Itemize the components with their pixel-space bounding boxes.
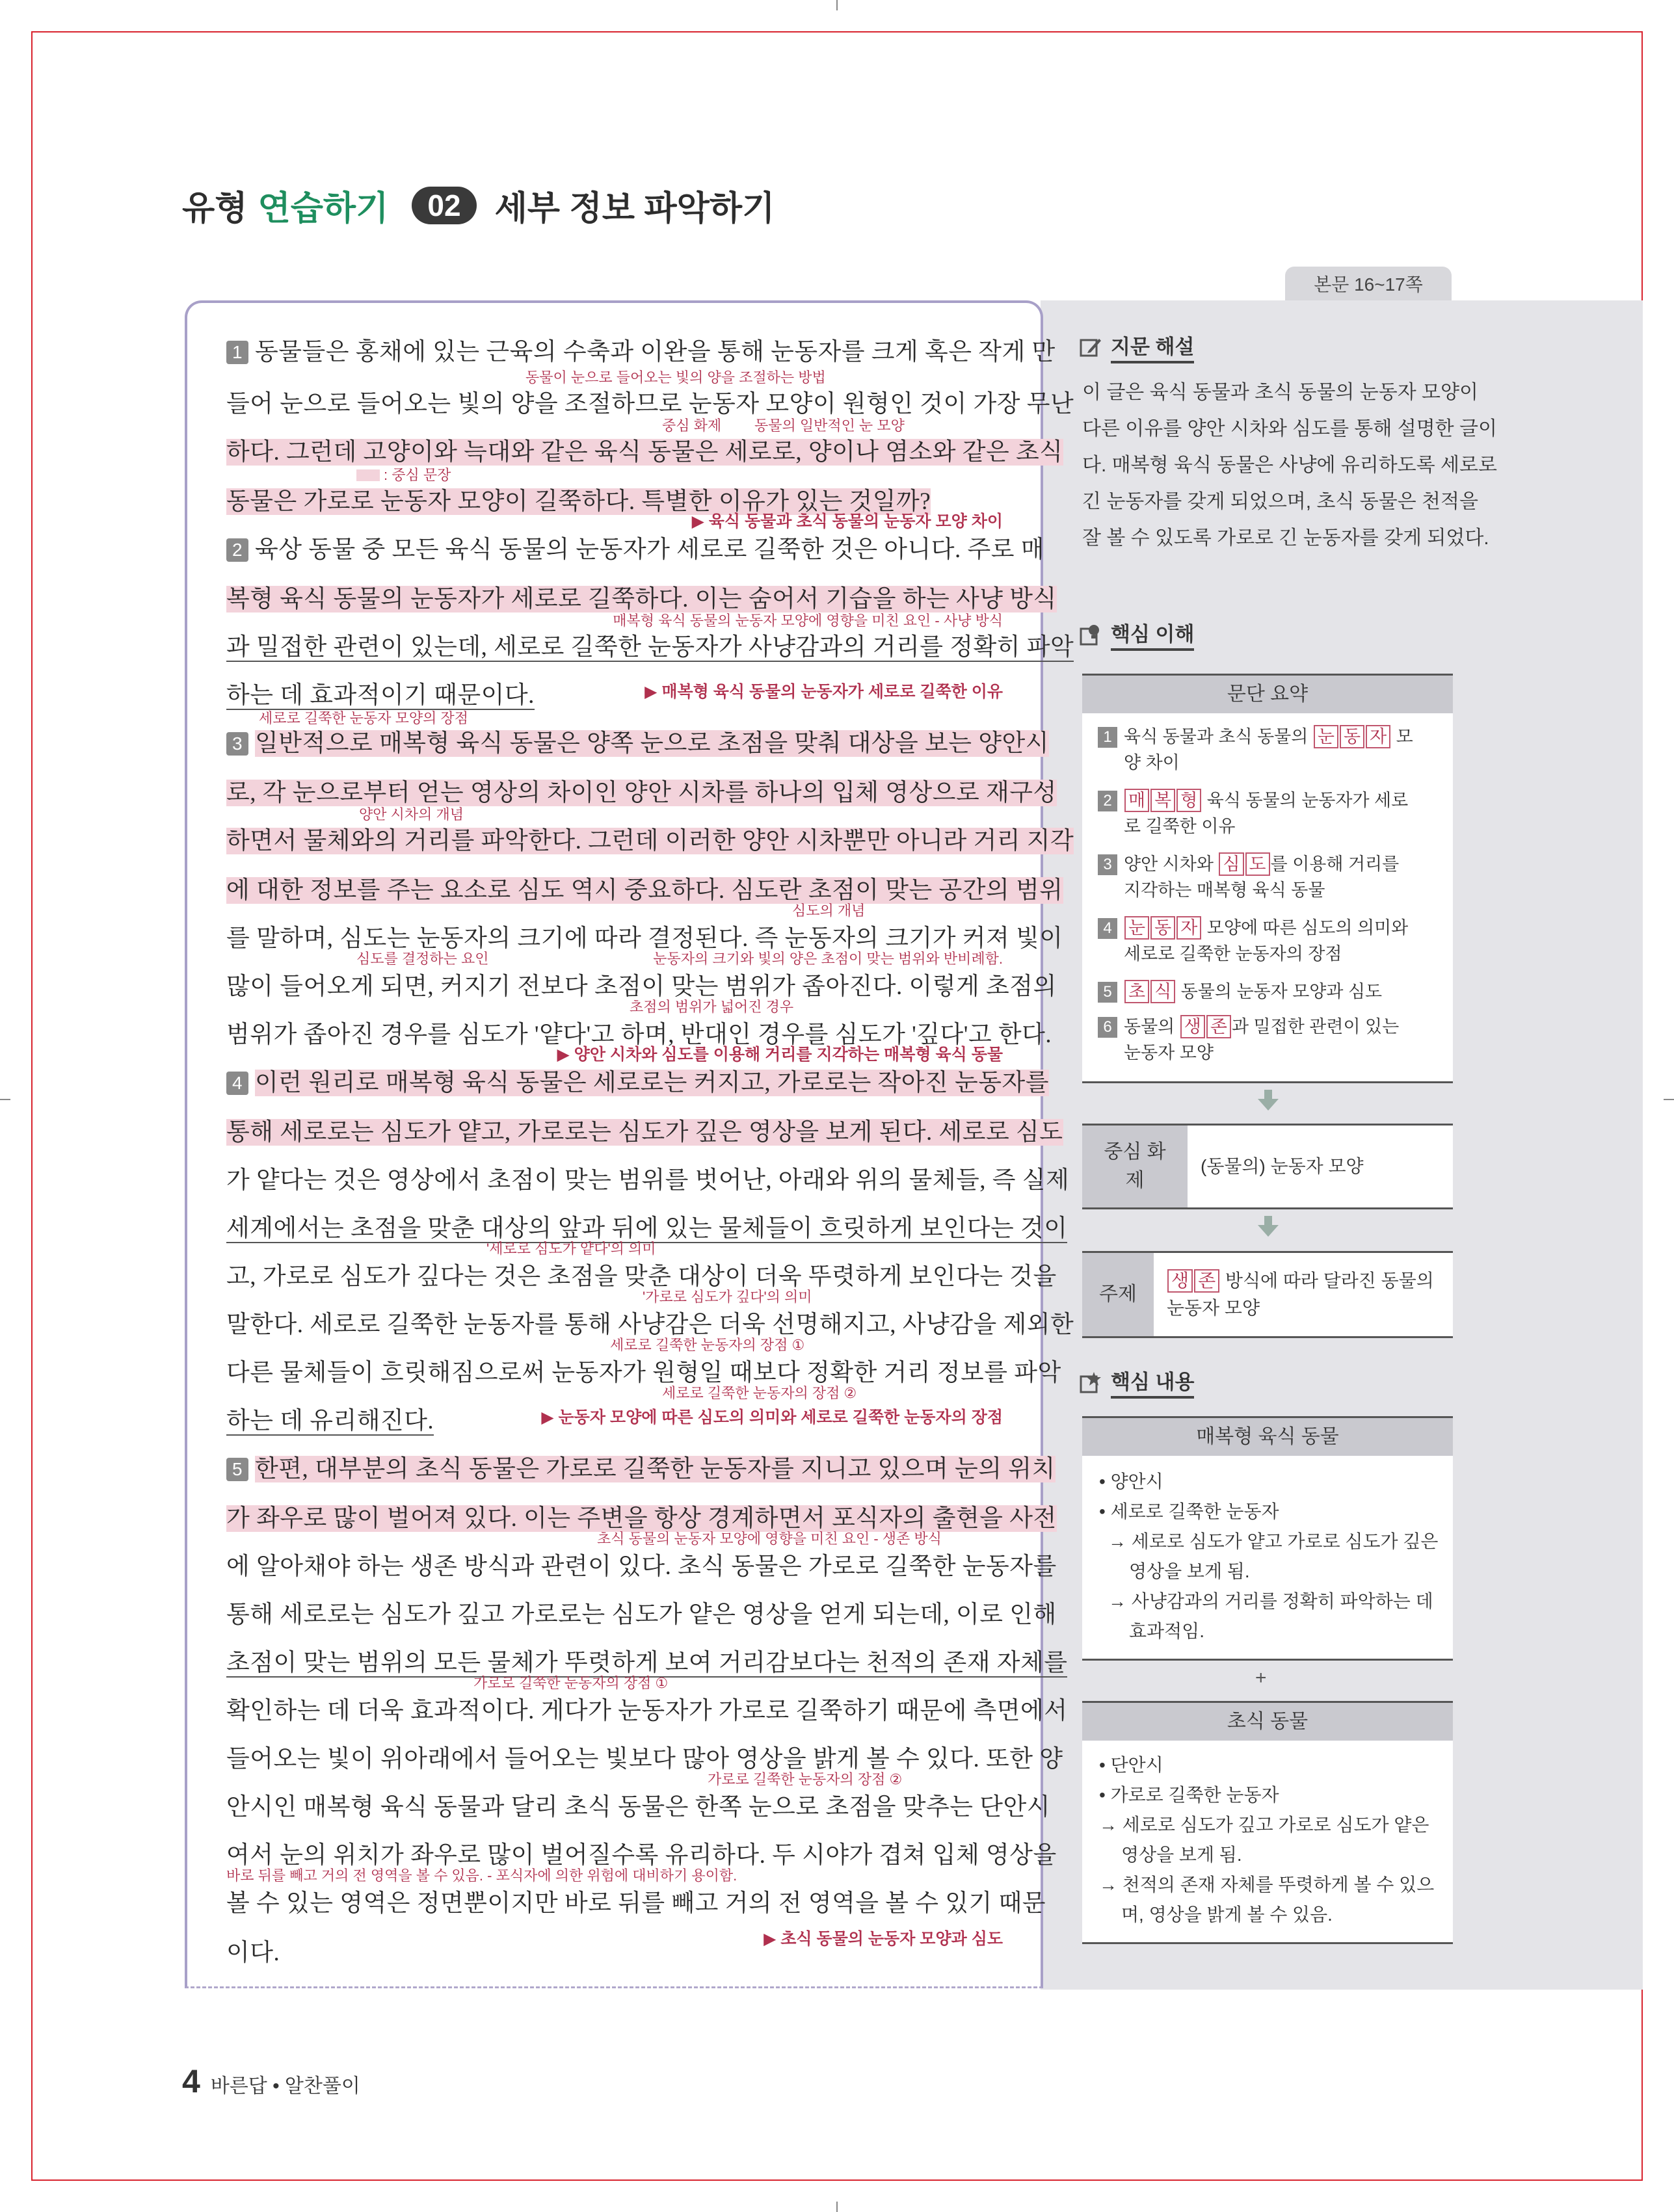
herbivore-list: • 단안시 • 가로로 길쭉한 눈동자 → 세로로 심도가 깊고 가로로 심도가 얕은 영상을 보게 됨. → 천적의 존재 자체를 뚜렷하게 볼 수 있으 며, 영상을 밝게 볼 수 있음. <box>1099 1755 1435 1925</box>
annotation: 세로로 길쭉한 눈동자의 장점 ② <box>662 1385 857 1401</box>
passage-line: 고, 가로로 심도가 깊다는 것은 초점을 맞춘 대상이 더욱 뚜렷하게 보인다는 것을 <box>226 1263 1057 1290</box>
paragraph-summary: ▶ 육식 동물과 초식 동물의 눈동자 모양 차이 <box>691 512 1003 531</box>
annotation: 매복형 육식 동물의 눈동자 모양에 영향을 미친 요인 - 사냥 방식 <box>613 612 1003 629</box>
crop-mark <box>0 1099 10 1100</box>
passage-line: 범위가 좁아진 경우를 심도가 '얕다'고 하며, 반대인 경우를 심도가 '깊다'고 한다. <box>226 1021 1052 1048</box>
header-type: 유형 <box>182 190 248 228</box>
passage-line: 5 한편, 대부분의 초식 동물은 가로로 길쭉한 눈동자를 지니고 있으며 눈의 위치 <box>226 1449 1007 1484</box>
passage-line: 하는 데 유리해진다. <box>226 1408 434 1434</box>
annotation: 세로로 길쭉한 눈동자 모양의 장점 <box>259 710 468 726</box>
passage-line: 세계에서는 초점을 맞춘 대상의 앞과 뒤에 있는 물체들이 흐릿하게 보인다는 것이 <box>226 1215 1068 1242</box>
passage-line: 여서 눈의 위치가 좌우로 많이 벌어질수록 유리하다. 두 시야가 겹쳐 입체 영상을 <box>226 1842 1057 1869</box>
annotation: '세로로 심도가 얕다'의 의미 <box>486 1241 656 1257</box>
passage-line: 초점이 맞는 범위의 모든 물체가 뚜렷하게 보여 거리감보다는 천적의 존재 자체를 <box>226 1650 1068 1676</box>
annotation: 심도를 결정하는 요인 <box>356 951 489 967</box>
paragraph-summary: ▶ 매복형 육식 동물의 눈동자가 세로로 길쭉한 이유 <box>644 683 1003 701</box>
passage-line: 통해 세로로는 심도가 얕고, 가로로는 심도가 깊은 영상을 보게 된다. 세로로 심도 <box>226 1119 1063 1146</box>
passage-line: 복형 육식 동물의 눈동자가 세로로 길쭉하다. 이는 숨어서 기습을 하는 사냥 방식 <box>226 586 1057 612</box>
summary-item: 3 양안 시차와 심 도 를 이용해 거리를 지각하는 매복형 육식 동물 <box>1098 851 1442 903</box>
passage-line: 에 알아채야 하는 생존 방식과 관련이 있다. 초식 동물은 가로로 길쭉한 눈동자를 <box>226 1553 1057 1580</box>
passage-line: 하면서 물체와의 거리를 파악한다. 그런데 이러한 양안 시차뿐만 아니라 거리 지각 <box>226 828 1074 854</box>
plus-sign: + <box>1255 1667 1267 1689</box>
paragraph-summary-box <box>1082 674 1453 1083</box>
passage-line: 2 육상 동물 중 모든 육식 동물의 눈동자가 세로로 길쭉한 것은 아니다. 주로 매 <box>226 529 1007 564</box>
paragraph-number: 3 <box>226 732 248 756</box>
lightbulb-icon <box>1080 624 1102 646</box>
commentary-text: 이 글은 육식 동물과 초식 동물의 눈동자 모양이 다른 이유를 양안 시차와 심도를 통해 설명한 글이다. 매복형 육식 동물은 사냥에 유리하도록 세로로 긴 눈동자를 갖게 되었으며, 초식 동물은 천적을 잘 볼 수 있도록 가로로 긴 눈동자를 갖게 되었다. <box>1082 382 1497 549</box>
down-arrow-icon <box>1264 1090 1272 1099</box>
core-content-title: 핵심 내용 <box>1080 1365 1194 1399</box>
annotation-legend: : 중심 문장 <box>356 464 451 484</box>
passage-line: 볼 수 있는 영역은 정면뿐이지만 바로 뒤를 빼고 거의 전 영역을 볼 수 있기 때문 <box>226 1890 1046 1917</box>
passage-line: 확인하는 데 더욱 효과적이다. 게다가 눈동자가 가로로 길쭉하기 때문에 측면에서 <box>226 1698 1068 1724</box>
header-practice: 연습하기 <box>258 190 389 228</box>
passage-line: 말한다. 세로로 길쭉한 눈동자를 통해 사냥감은 더욱 선명해지고, 사냥감을 제외한 <box>226 1311 1074 1338</box>
passage-line: 1 동물들은 홍채에 있는 근육의 수축과 이완을 통해 눈동자를 크게 혹은 작게 만 <box>226 332 1007 367</box>
passage-line: 하는 데 효과적이기 때문이다. <box>226 682 535 709</box>
core-understanding-title: 핵심 이해 <box>1080 618 1194 651</box>
summary-item: 1 육식 동물과 초식 동물의 눈 동 자 모 양 차이 <box>1098 724 1442 776</box>
annotation: 동물이 눈으로 들어오는 빛의 양을 조절하는 방법 <box>525 369 826 386</box>
annotation: 심도의 개념 <box>792 902 866 919</box>
passage-line: 들어오는 빛이 위아래에서 들어오는 빛보다 많아 영상을 밝게 볼 수 있다. 또한 양 <box>226 1746 1063 1772</box>
header-title: 세부 정보 파악하기 <box>494 190 775 228</box>
theme-label: 주제 <box>1082 1253 1154 1336</box>
ambush-carnivore-head: 매복형 육식 동물 <box>1082 1418 1453 1456</box>
passage-line: 가 좌우로 많이 벌어져 있다. 이는 주변을 항상 경계하면서 포식자의 출현을 사전 <box>226 1505 1057 1532</box>
theme-box <box>1082 1251 1453 1338</box>
annotation: 초식 동물의 눈동자 모양에 영향을 미친 요인 - 생존 방식 <box>597 1531 942 1547</box>
crop-mark <box>1664 1099 1674 1100</box>
page-number: 4 <box>182 2063 200 2100</box>
star-icon <box>1080 1371 1102 1393</box>
annotation: 가로로 길쭉한 눈동자의 장점 ② <box>708 1771 903 1787</box>
passage-line: 안시인 매복형 육식 동물과 달리 초식 동물은 한쪽 눈으로 초점을 맞추는 단안시 <box>226 1794 1050 1821</box>
paragraph-number: 2 <box>226 538 248 562</box>
passage-line: 3 일반적으로 매복형 육식 동물은 양쪽 눈으로 초점을 맞춰 대상을 보는 양안시 <box>226 723 1007 758</box>
annotation: 눈동자의 크기와 빛의 양은 초점이 맞는 범위와 반비례함. <box>653 951 1003 967</box>
passage-line: 하다. 그런데 고양이와 늑대와 같은 육식 동물은 세로로, 양이나 염소와 같은 초식 <box>226 439 1063 466</box>
summary-item: 6 동물의 생 존 과 밀접한 관련이 있는 눈동자 모양 <box>1098 1014 1442 1066</box>
passage-line: 이다. <box>226 1940 280 1966</box>
passage-line: 다른 물체들이 흐릿해짐으로써 눈동자가 원형일 때보다 정확한 거리 정보를 파악 <box>226 1360 1061 1386</box>
header-number-badge: 02 <box>412 187 476 224</box>
page-footer <box>182 2062 360 2100</box>
central-topic-box <box>1082 1124 1453 1209</box>
passage-line: 에 대한 정보를 주는 요소로 심도 역시 중요하다. 심도란 초점이 맞는 공간의 범위 <box>226 877 1063 904</box>
paragraph-summary: ▶ 초식 동물의 눈동자 모양과 심도 <box>764 1930 1003 1948</box>
passage-line: 많이 들어오게 되면, 커지기 전보다 초점이 맞는 범위가 좁아진다. 이렇게 초점의 <box>226 973 1057 1000</box>
annotation: 바로 뒤를 빼고 거의 전 영역을 볼 수 있음. - 포식자에 의한 위험에 대비하기 용이함. <box>226 1867 737 1884</box>
annotation: 중심 화제 <box>662 417 722 434</box>
down-arrow-icon <box>1258 1099 1279 1111</box>
paragraph-number: 1 <box>226 341 248 364</box>
passage-line: 과 밀접한 관련이 있는데, 세로로 길쭉한 눈동자가 사냥감과의 거리를 정확히 파악 <box>226 634 1074 661</box>
summary-item: 4 눈 동 자 모양에 따른 심도의 의미와 세로로 길쭉한 눈동자의 장점 <box>1098 915 1442 967</box>
down-arrow-icon <box>1264 1216 1272 1225</box>
paragraph-number: 4 <box>226 1072 248 1095</box>
paragraph-summary: ▶ 양안 시차와 심도를 이용해 거리를 지각하는 매복형 육식 동물 <box>557 1046 1003 1064</box>
section-header <box>182 181 775 230</box>
annotation: 가로로 길쭉한 눈동자의 장점 ① <box>473 1675 669 1691</box>
theme-value: 생 존 방식에 따라 달라진 동물의 눈동자 모양 <box>1167 1271 1434 1318</box>
passage-line: 통해 세로로는 심도가 깊고 가로로는 심도가 얕은 영상을 얻게 되는데, 이로 인해 <box>226 1601 1057 1628</box>
passage-line: 4 이런 원리로 매복형 육식 동물은 세로로는 커지고, 가로로는 작아진 눈동자를 <box>226 1062 1007 1098</box>
passage-line: 를 말하며, 심도는 눈동자의 크기에 따라 결정된다. 즉 눈동자의 크기가 커져 빛이 <box>226 925 1063 952</box>
pencil-note-icon <box>1080 336 1102 358</box>
paragraph-summary: ▶ 눈동자 모양에 따른 심도의 의미와 세로로 길쭉한 눈동자의 장점 <box>541 1408 1003 1427</box>
paragraph-number: 5 <box>226 1458 248 1481</box>
annotation: 동물의 일반적인 눈 모양 <box>754 417 905 434</box>
summary-item: 5 초 식 동물의 눈동자 모양과 심도 <box>1098 979 1442 1005</box>
book-title: 바른답 • 알찬풀이 <box>210 2075 360 2097</box>
central-topic-label: 중심 화제 <box>1082 1126 1188 1207</box>
herbivore-head: 초식 동물 <box>1082 1703 1453 1741</box>
reading-passage <box>185 300 1074 1988</box>
passage-line: 들어 눈으로 들어오는 빛의 양을 조절하므로 눈동자 모양이 원형인 것이 가장 무난 <box>226 391 1074 417</box>
crop-mark <box>836 2202 838 2212</box>
crop-mark <box>836 0 838 10</box>
passage-line: 가 얕다는 것은 영상에서 초점이 맞는 범위를 벗어난, 아래와 위의 물체들, 즉 실제 <box>226 1167 1070 1194</box>
annotation: '가로로 심도가 깊다'의 의미 <box>643 1289 812 1305</box>
passage-line: 동물은 가로로 눈동자 모양이 길쭉하다. 특별한 이유가 있는 것일까? <box>226 488 931 515</box>
down-arrow-icon <box>1258 1225 1279 1237</box>
annotation: 양안 시차의 개념 <box>359 806 464 823</box>
commentary-title: 지문 해설 <box>1080 330 1194 363</box>
passage-line: 로, 각 눈으로부터 얻는 영상의 차이인 양안 시차를 하나의 입체 영상으로 재구성 <box>226 780 1057 806</box>
paragraph-summary-head: 문단 요약 <box>1082 676 1453 713</box>
annotation: 초점의 범위가 넓어진 경우 <box>630 999 794 1015</box>
page-reference-tab: 본문 16~17쪽 <box>1285 267 1452 303</box>
annotation: 세로로 길쭉한 눈동자의 장점 ① <box>610 1337 805 1353</box>
central-topic-value: (동물의) 눈동자 모양 <box>1201 1156 1364 1176</box>
ambush-carnivore-list: • 양안시 • 세로로 길쭉한 눈동자 → 세로로 심도가 얕고 가로로 심도가 깊은 영상을 보게 됨. → 사냥감과의 거리를 정확히 파악하는 데 효과적임. <box>1099 1471 1439 1641</box>
summary-item: 2 매 복 형 육식 동물의 눈동자가 세로 로 길쭉한 이유 <box>1098 787 1442 839</box>
